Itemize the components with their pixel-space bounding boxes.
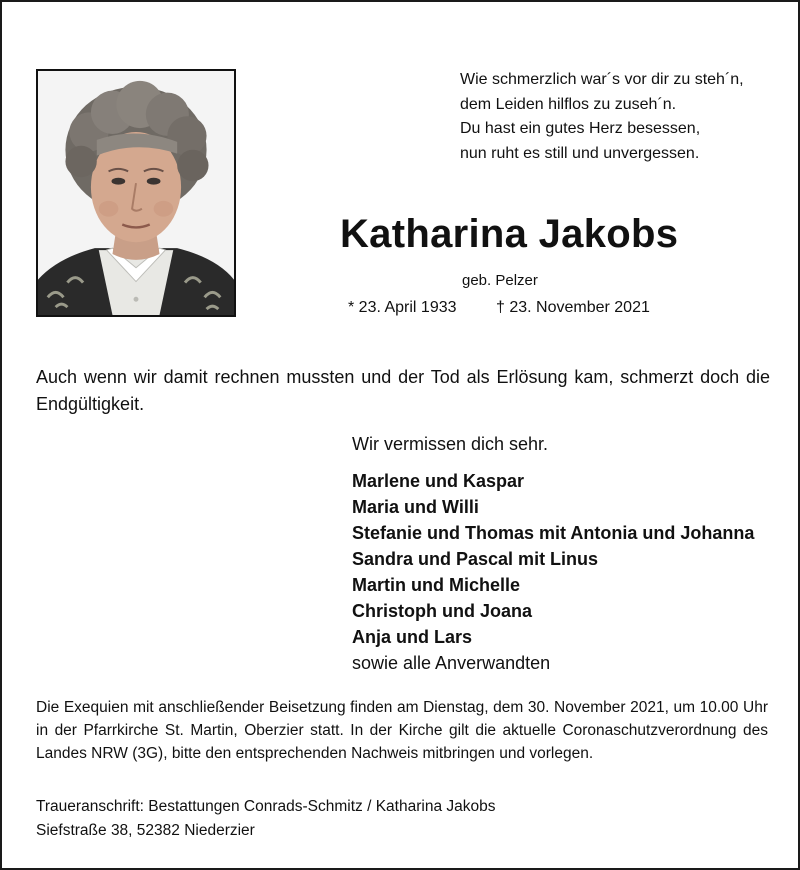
address-line: Siefstraße 38, 52382 Niederzier: [36, 822, 255, 839]
family-member: Maria und Willi: [352, 497, 479, 517]
portrait-photo: [36, 69, 236, 317]
family-member: Anja und Lars: [352, 627, 473, 647]
intro-text: Auch wenn wir damit rechnen mussten und der Tod als Erlösung kam, schmerzt doch die Endgültigkeit.: [36, 367, 770, 414]
poem: [460, 68, 744, 166]
portrait-illustration: [38, 71, 234, 315]
family-member: Christoph und Joana: [352, 601, 532, 621]
family-member: Stefanie und Thomas mit Antonia und Johanna: [352, 523, 755, 543]
family-member: Martin und Michelle: [352, 575, 521, 595]
address-line: Traueranschrift: Bestattungen Conrads-Schmitz / Katharina Jakobs: [36, 798, 496, 815]
poem-line: dem Leiden hilflos zu zuseh´n.: [460, 95, 677, 113]
relatives-line: sowie alle Anverwandten: [352, 653, 551, 673]
deceased-name: Katharina Jakobs: [340, 212, 679, 256]
family-member: Marlene und Kaspar: [352, 471, 525, 491]
miss-you-line: Wir vermissen dich sehr.: [352, 434, 549, 454]
poem-line: Wie schmerzlich war´s vor dir zu steh´n,: [460, 71, 744, 88]
poem-line: nun ruht es still und unvergessen.: [460, 144, 700, 162]
family-list: [352, 468, 754, 676]
family-member: Sandra und Pascal mit Linus: [352, 549, 599, 569]
death-date: † 23. November 2021: [496, 299, 650, 316]
birth-date: * 23. April 1933: [348, 299, 457, 316]
service-info: Die Exequien mit anschließender Beisetzung finden am Dienstag, dem 30. November 2021, um 10.00 Uhr in der Pfarrkirche St. Martin, Oberzier statt. In der Kirche gilt die aktuelle Coronaschutzverordnung des Landes NRW (3G), bitte den entsprechenden Nachweis mitbringen und vorlegen.: [36, 699, 768, 762]
mourning-address: [36, 795, 495, 843]
maiden-name: geb. Pelzer: [462, 272, 538, 289]
poem-line: Du hast ein gutes Herz besessen,: [460, 120, 701, 137]
